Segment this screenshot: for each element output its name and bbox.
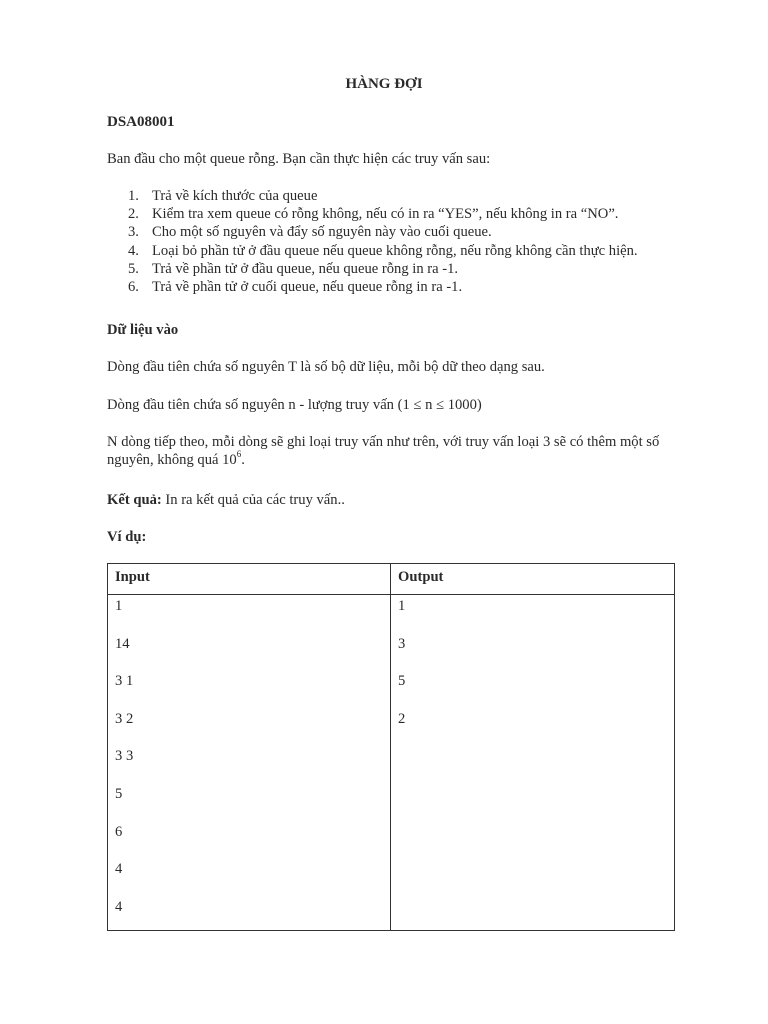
input-line: 4	[115, 861, 123, 878]
query-list	[128, 187, 638, 296]
query-text: Loại bỏ phần tử ở đầu queue nếu queue không rỗng, nếu rỗng không cần thực hiện.	[152, 242, 638, 259]
output-cell	[398, 597, 405, 747]
input-line-1: Dòng đầu tiên chứa số nguyên T là số bộ dữ liệu, mỗi bộ dữ theo dạng sau.	[107, 359, 545, 375]
table-column-divider	[390, 564, 391, 930]
input-line: 3 3	[115, 748, 134, 765]
document-title: HÀNG ĐỢI	[345, 76, 423, 92]
input-line: 4	[115, 898, 123, 915]
query-text: Trả về phần tử ở cuối queue, nếu queue rỗng in ra -1.	[152, 278, 463, 295]
query-number: 3.	[128, 224, 139, 241]
result-text: In ra kết quả của các truy vấn..	[161, 492, 345, 508]
input-line: 14	[115, 635, 130, 652]
input-line-3-text: N dòng tiếp theo, mỗi dòng sẽ ghi loại truy vấn như trên, với truy vấn loại 3 sẽ có thêm một số nguyên, không quá 10	[107, 434, 660, 468]
output-line: 2	[398, 710, 406, 727]
input-line: 5	[115, 785, 123, 802]
query-item	[128, 260, 638, 278]
example-heading: Ví dụ:	[107, 529, 147, 545]
query-number: 2.	[128, 206, 139, 223]
input-column-header: Input	[115, 569, 150, 585]
result-label: Kết quả:	[107, 492, 162, 508]
input-line-3	[107, 433, 707, 469]
query-item	[128, 205, 638, 223]
input-line: 3 1	[115, 673, 134, 690]
input-line: 3 2	[115, 710, 134, 727]
output-line: 5	[398, 673, 406, 690]
output-column-header: Output	[398, 569, 444, 585]
input-line: 1	[115, 598, 123, 614]
example-table	[107, 563, 675, 931]
input-line: 6	[115, 823, 123, 840]
query-number: 1.	[128, 188, 139, 204]
table-header-row	[108, 564, 674, 595]
query-text: Trả về kích thước của queue	[152, 188, 318, 204]
input-heading: Dữ liệu vào	[107, 322, 179, 338]
output-line: 3	[398, 635, 406, 652]
query-item	[128, 223, 638, 241]
query-text: Kiểm tra xem queue có rỗng không, nếu có in ra “YES”, nếu không in ra “NO”.	[152, 206, 619, 223]
output-line: 1	[398, 598, 406, 614]
problem-code: DSA08001	[107, 114, 175, 130]
input-line-2: Dòng đầu tiên chứa số nguyên n - lượng truy vấn (1 ≤ n ≤ 1000)	[107, 397, 482, 413]
query-item	[128, 278, 638, 296]
result-paragraph	[107, 491, 707, 509]
query-number: 6.	[128, 278, 139, 295]
query-number: 5.	[128, 260, 139, 277]
input-cell	[115, 597, 133, 935]
query-item	[128, 242, 638, 260]
input-line-3-exponent: 6	[236, 449, 242, 460]
query-number: 4.	[128, 242, 139, 259]
query-item	[128, 187, 638, 205]
input-line-3-end: .	[241, 452, 245, 468]
query-text: Cho một số nguyên và đẩy số nguyên này vào cuối queue.	[152, 224, 492, 241]
intro-paragraph: Ban đầu cho một queue rỗng. Bạn cần thực hiện các truy vấn sau:	[107, 151, 491, 167]
query-text: Trả về phần tử ở đầu queue, nếu queue rỗng in ra -1.	[152, 260, 459, 277]
